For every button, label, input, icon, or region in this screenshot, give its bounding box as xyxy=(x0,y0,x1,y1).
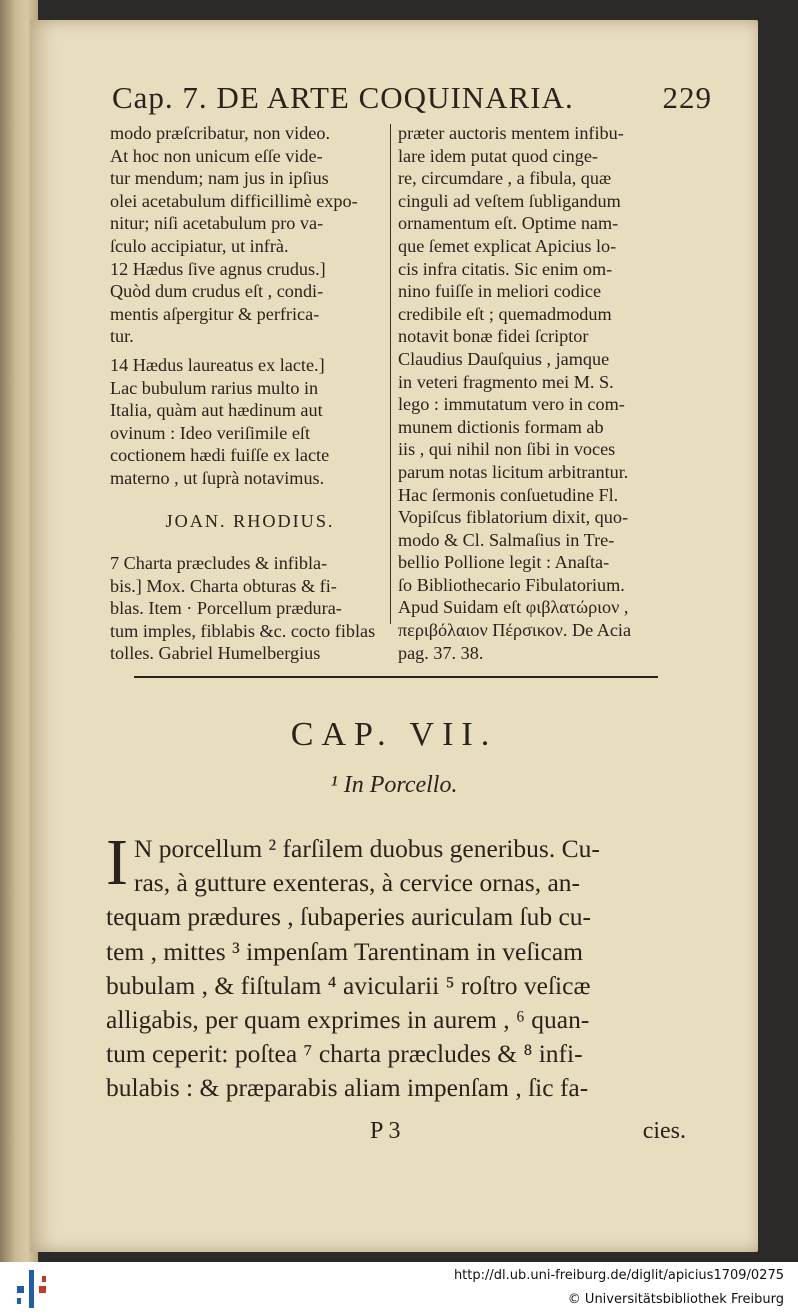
right-line: credibile eſt ; quemadmodum xyxy=(398,303,612,324)
left-line: Italia, quàm aut hædinum aut xyxy=(110,400,323,421)
right-line: nino fuiſſe in meliori codice xyxy=(398,281,602,302)
commentator-signature: JOAN. RHODIUS. xyxy=(165,510,335,531)
section-rule xyxy=(134,676,658,678)
main-line: tequam prædures , ſubaperies auriculam ſub cu- xyxy=(106,902,592,932)
page-number: 229 xyxy=(662,80,712,115)
right-line: Vopiſcus fiblatorium dixit, quo- xyxy=(398,507,629,528)
main-line: bubulam , & fiſtulam ⁴ avicularii ⁵ roſtro veſicæ xyxy=(106,970,591,1000)
right-line: περιβόλαιον Πέρσικον. De Acia xyxy=(398,620,632,641)
right-line: pag. 37. 38. xyxy=(398,642,484,663)
signature-mark: P 3 xyxy=(370,1118,401,1144)
right-line: Claudius Dauſquius , jamque xyxy=(398,348,610,369)
drop-cap: I xyxy=(106,826,128,899)
left-line: modo præſcribatur, non video. xyxy=(110,123,331,143)
left-line: Quòd dum crudus eſt , condi- xyxy=(110,281,324,302)
right-line: iis , qui nihil non ſibi in voces xyxy=(398,439,616,460)
left-line: blas. Item · Porcellum prædura- xyxy=(110,598,342,619)
left-line: nitur; niſi acetabulum pro va- xyxy=(110,213,324,234)
footer-bar xyxy=(0,1262,798,1316)
left-line: ovinum : Ideo veriſimile eſt xyxy=(110,422,311,443)
main-text xyxy=(106,826,684,1106)
main-line: N porcellum ² farſilem duobus generibus. Cu- xyxy=(133,834,600,863)
left-line: coctionem hædi fuiſſe ex lacte xyxy=(110,445,330,466)
left-line: 14 Hædus laureatus ex lacte.] xyxy=(110,354,325,375)
main-line: tum ceperit: poſtea ⁷ charta præcludes & ⁸ infi- xyxy=(106,1039,583,1069)
main-line: bulabis : & præparabis aliam impenſam , ſic fa- xyxy=(106,1073,589,1103)
right-line: re, circumdare , a fibula, quæ xyxy=(398,168,612,189)
left-line: tur mendum; nam jus in ipſius xyxy=(110,168,329,189)
right-line: in veteri fragmento mei M. S. xyxy=(398,371,614,392)
source-url-link[interactable]: http://dl.ub.uni-freiburg.de/diglit/apicius1709/0275 xyxy=(453,1268,784,1283)
left-line: mentis aſpergitur & perfrica- xyxy=(110,303,320,324)
main-line: tem , mittes ³ impenſam Tarentinam in veſicam xyxy=(106,936,584,966)
right-line: ſo Bibliothecario Fibulatorium. xyxy=(398,574,625,595)
right-line: cinguli ad veſtem ſubligandum xyxy=(398,190,621,211)
left-line: ſculo accipiatur, ut infrà. xyxy=(110,235,289,256)
right-line: lego : immutatum vero in com- xyxy=(398,394,625,415)
left-line: tur. xyxy=(110,326,134,347)
right-line: modo & Cl. Salmaſius in Tre- xyxy=(398,529,615,550)
right-line: bellio Pollione legit : Anaſta- xyxy=(398,552,610,573)
right-line: parum notas licitum arbitrantur. xyxy=(398,461,629,482)
right-line: Hac ſermonis conſuetudine Fl. xyxy=(398,484,619,505)
left-line: 12 Hædus ſive agnus crudus.] xyxy=(110,258,326,279)
left-line: tolles. Gabriel Humelbergius xyxy=(110,643,321,664)
left-line: materno , ut ſuprà notavimus. xyxy=(110,467,325,488)
running-head xyxy=(112,80,712,120)
chapter-title: CAP. VII. xyxy=(290,716,498,753)
left-line: At hoc non unicum eſſe vide- xyxy=(110,145,323,166)
right-line: ornamentum eſt. Optime nam- xyxy=(398,213,619,234)
book-page xyxy=(30,20,758,1252)
right-line: notavit bonæ fidei ſcriptor xyxy=(398,326,589,347)
left-line: Lac bubulum rarius multo in xyxy=(110,377,319,398)
right-line: munem dictionis formam ab xyxy=(398,416,604,437)
right-line: lare idem putat quod cinge- xyxy=(398,145,598,166)
right-line: Apud Suidam eſt φιβλατώριον , xyxy=(398,597,629,618)
left-column xyxy=(110,122,390,665)
right-column xyxy=(398,122,682,664)
ub-freiburg-logo-icon xyxy=(14,1270,50,1308)
main-line: ras, à gutture exenteras, à cervice ornas, an- xyxy=(133,868,580,898)
left-line: tum imples, fiblabis &c. cocto fiblas xyxy=(110,620,376,641)
right-line: præter auctoris mentem infibu- xyxy=(398,123,624,143)
left-line: 7 Charta præcludes & infibla- xyxy=(110,553,328,574)
running-head-title: Cap. 7. DE ARTE COQUINARIA. xyxy=(112,80,574,115)
right-line: que ſemet explicat Apicius lo- xyxy=(398,235,617,256)
right-line: cis infra citatis. Sic enim om- xyxy=(398,258,613,279)
left-line: olei acetabulum difficillimè expo- xyxy=(110,190,358,211)
main-line: alligabis, per quam exprimes in aurem , ⁶ quan- xyxy=(106,1005,590,1035)
column-divider xyxy=(390,124,391,624)
chapter-subtitle: ¹ In Porcello. xyxy=(330,772,458,798)
copyright-notice: © Universitätsbibliothek Freiburg xyxy=(567,1292,784,1307)
catchword: cies. xyxy=(642,1118,686,1144)
left-line: bis.] Mox. Charta obturas & fi- xyxy=(110,575,337,596)
